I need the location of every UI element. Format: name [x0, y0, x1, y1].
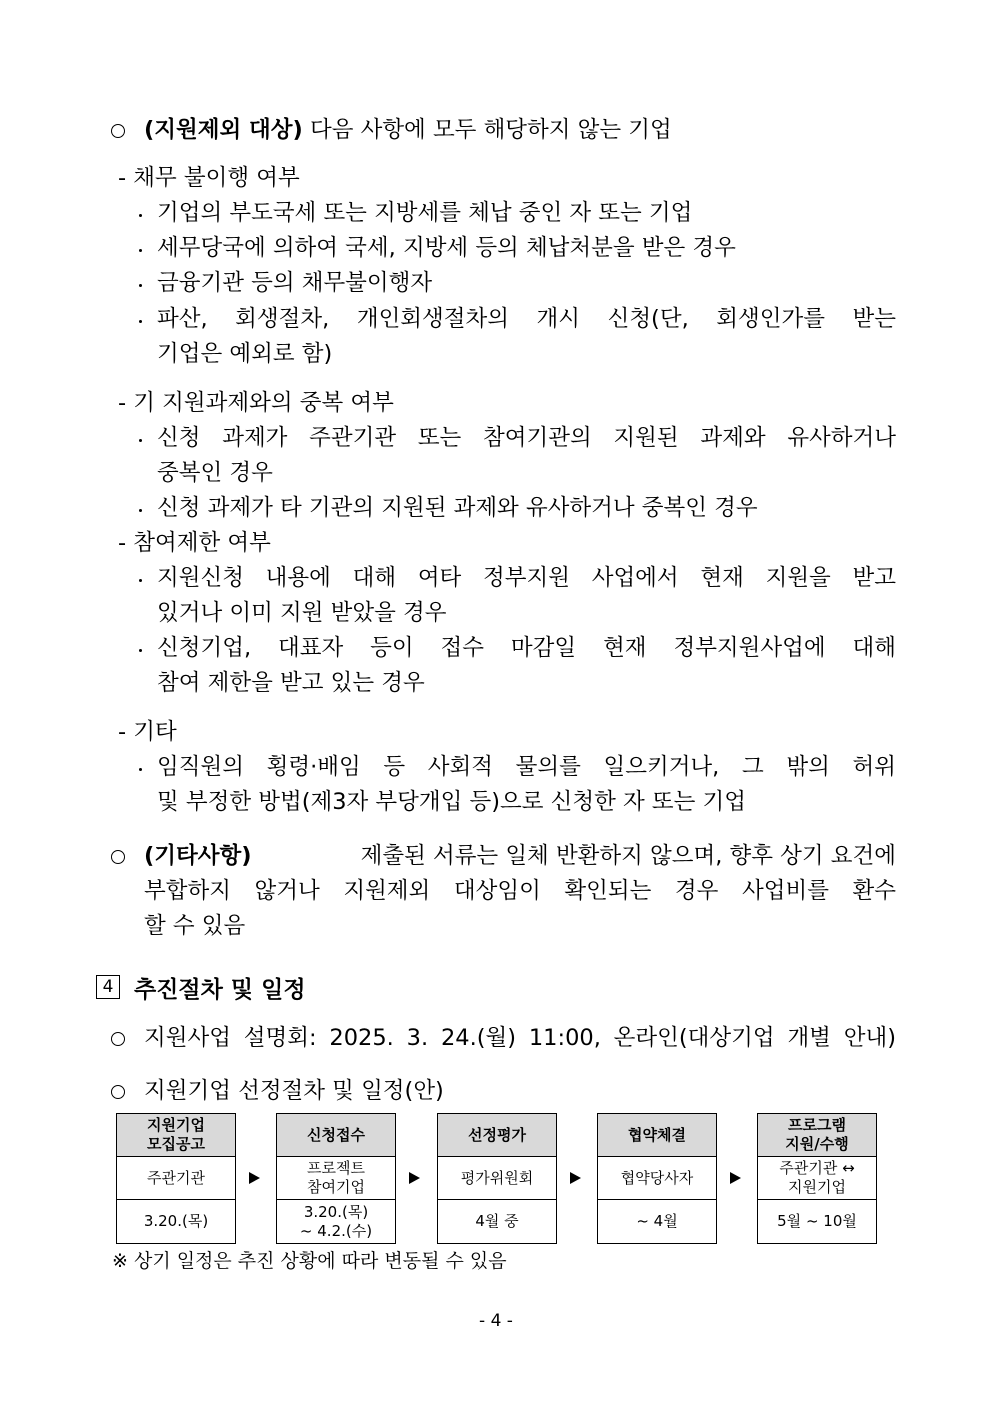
flow-step-title: 선정평가 [438, 1114, 556, 1157]
flow-arrow-icon [730, 1172, 741, 1184]
flow-step-date: 4월 중 [475, 1212, 519, 1230]
bullet-circle-icon [111, 850, 125, 864]
flow-step-actor: 평가위원회 [438, 1157, 556, 1200]
flow-step-box [597, 1113, 717, 1244]
group-label: - 기 지원과제와의 중복 여부 [118, 390, 394, 416]
misc-line-1 [144, 841, 896, 871]
flow-step-date: 3.20.(목) [143, 1212, 209, 1230]
list-item-text: 세무당국에 의하여 국세, 지방세 등의 체납처분을 받은 경우 [157, 235, 736, 261]
list-item-text: 및 부정한 방법(제3자 부당개입 등)으로 신청한 자 또는 기업 [157, 789, 746, 815]
bullet-dot-icon [139, 649, 142, 652]
bullet-dot-icon [139, 320, 142, 323]
bullet-dot-icon [139, 768, 142, 771]
flow-step-actor: 협약당사자 [598, 1157, 716, 1200]
section-title: 추진절차 및 일정 [134, 976, 306, 1003]
list-item-text: 임직원의 횡령·배임 등 사회적 물의를 일으키거나, 그 밖의 허위 [157, 754, 896, 780]
bullet-dot-icon [139, 284, 142, 287]
schedule-heading: 지원기업 선정절차 및 일정(안) [144, 1078, 444, 1104]
flow-step-date: ~ 4월 [636, 1212, 678, 1230]
bullet-circle-icon [111, 1032, 125, 1046]
list-item-text: 참여 제한을 받고 있는 경우 [157, 670, 425, 696]
misc-line-3: 할 수 있음 [144, 913, 246, 939]
flow-step-title: 협약체결 [598, 1114, 716, 1157]
bullet-circle-icon [111, 124, 125, 138]
flow-arrow-icon [409, 1172, 420, 1184]
section-number-box: 4 [96, 975, 120, 999]
list-item-text: 파산, 회생절차, 개인회생절차의 개시 신청(단, 회생인가를 받는 [157, 306, 896, 332]
flow-step-actor: 주관기관 ↔ 지원기업 [758, 1157, 876, 1200]
flow-step-date: 5월 ~ 10월 [777, 1212, 857, 1230]
list-item-text: 지원신청 내용에 대해 여타 정부지원 사업에서 현재 지원을 받고 [157, 565, 896, 591]
list-item-text: 신청 과제가 타 기관의 지원된 과제와 유사하거나 중복인 경우 [157, 495, 758, 521]
flow-step-box [116, 1113, 236, 1244]
flow-step-date: 3.20.(목) ~ 4.2.(수) [299, 1202, 373, 1240]
flow-step-actor: 프로젝트 참여기업 [277, 1157, 395, 1200]
section-4-heading [96, 972, 306, 1002]
bullet-dot-icon [139, 249, 142, 252]
group-label: - 참여제한 여부 [118, 530, 271, 556]
flow-step-box [276, 1113, 396, 1244]
exclusion-heading-bold: (지원제외 대상) [144, 117, 303, 143]
list-item-text: 기업은 예외로 함) [157, 341, 333, 367]
flow-step-title: 프로그램 지원/수행 [758, 1114, 876, 1157]
schedule-note: ※ 상기 일정은 추진 상황에 따라 변동될 수 있음 [112, 1250, 507, 1272]
page-number: - 4 - [479, 1311, 513, 1331]
bullet-dot-icon [139, 579, 142, 582]
list-item-text: 금융기관 등의 채무불이행자 [157, 270, 433, 296]
briefing-line: 지원사업 설명회: 2025. 3. 24.(월) 11:00, 온라인(대상기업 개별 안내) [144, 1025, 896, 1051]
bullet-dot-icon [139, 214, 142, 217]
group-label: - 채무 불이행 여부 [118, 165, 300, 191]
group-label: - 기타 [118, 719, 177, 745]
exclusion-heading-text: 다음 사항에 모두 해당하지 않는 기업 [309, 117, 672, 143]
bullet-dot-icon [139, 509, 142, 512]
flow-step-box [437, 1113, 557, 1244]
list-item-text: 신청 과제가 주관기관 또는 참여기관의 지원된 과제와 유사하거나 [157, 425, 896, 451]
list-item-text: 중복인 경우 [157, 460, 273, 486]
misc-line-2: 부합하지 않거나 지원제외 대상임이 확인되는 경우 사업비를 환수 [144, 878, 896, 904]
bullet-dot-icon [139, 439, 142, 442]
flow-step-title: 신청접수 [277, 1114, 395, 1157]
flow-arrow-icon [249, 1172, 260, 1184]
list-item-text: 있거나 이미 지원 받았을 경우 [157, 600, 447, 626]
flow-arrow-icon [570, 1172, 581, 1184]
misc-heading-bold: (기타사항) [144, 843, 252, 869]
list-item-text: 신청기업, 대표자 등이 접수 마감일 현재 정부지원사업에 대해 [157, 635, 896, 661]
list-item-text: 기업의 부도국세 또는 지방세를 체납 중인 자 또는 기업 [157, 200, 693, 226]
bullet-circle-icon [111, 1085, 125, 1099]
flow-step-actor: 주관기관 [117, 1157, 235, 1200]
flow-step-box [757, 1113, 877, 1244]
exclusion-heading [144, 115, 771, 145]
misc-text-1: 제출된 서류는 일체 반환하지 않으며, 향후 상기 요건에 [360, 843, 896, 869]
flow-step-title: 지원기업 모집공고 [117, 1114, 235, 1157]
